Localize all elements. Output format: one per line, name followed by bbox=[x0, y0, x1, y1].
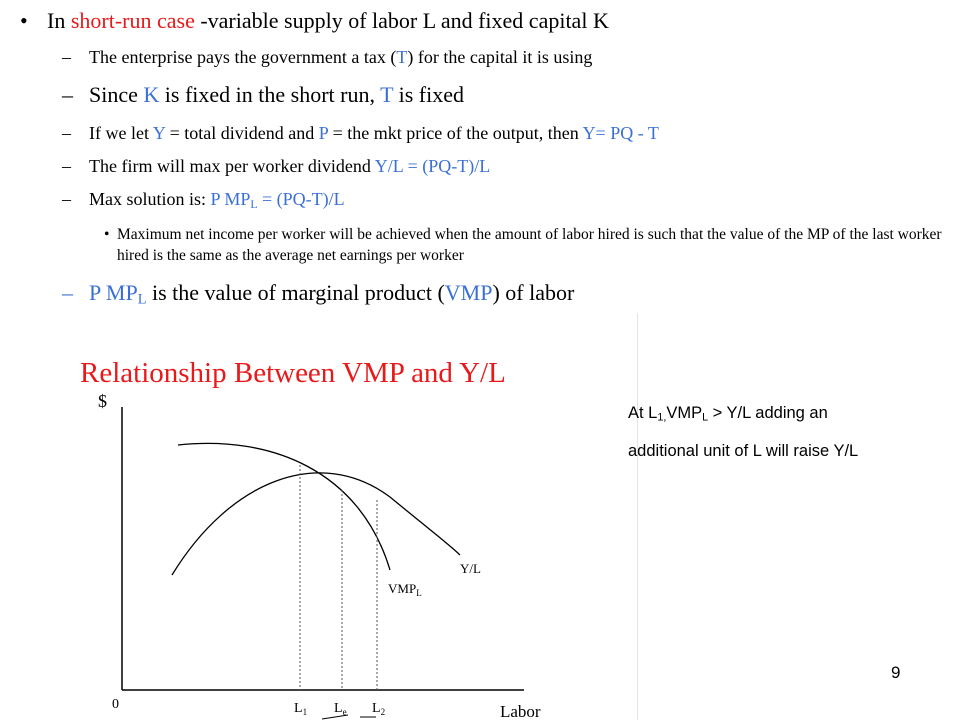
main-bullet-highlight: short-run case bbox=[70, 8, 195, 33]
text: is the value of marginal product ( bbox=[146, 280, 445, 305]
x-marker-l1: $L_1$ bbox=[294, 701, 308, 717]
note-text: Maximum net income per worker will be achieved when the amount of labor hired is such that the value of the MP of the last worker hired is the same as the average net earnings per worker bbox=[117, 226, 942, 264]
text: = (PQ-T)/L bbox=[257, 189, 345, 209]
series-label-vmp: $VMP_L$ bbox=[388, 581, 422, 598]
subscript: L bbox=[250, 197, 258, 211]
subscript: L bbox=[137, 291, 147, 308]
main-bullet-after: -variable supply of labor L and fixed capital K bbox=[194, 8, 609, 33]
dash-1: – bbox=[62, 47, 71, 67]
text-formula: Y/L = (PQ-T)/L bbox=[374, 156, 491, 176]
text-p: P bbox=[318, 123, 329, 143]
text: Max solution is: bbox=[89, 189, 211, 209]
subscript: 1, bbox=[657, 411, 667, 424]
chart-title: Relationship Between VMP and Y/L bbox=[80, 357, 506, 389]
page-number: 9 bbox=[891, 663, 901, 682]
note-bullet bbox=[104, 224, 947, 266]
text-t: T bbox=[396, 47, 408, 67]
text-vmp: VMP bbox=[444, 280, 493, 305]
dash-4: – bbox=[62, 156, 71, 176]
subscript: L bbox=[702, 411, 709, 424]
main-bullet-before: In bbox=[47, 8, 71, 33]
series-label-yl: Y/L bbox=[460, 561, 481, 576]
text: P MP bbox=[89, 280, 138, 305]
text: At L bbox=[628, 404, 658, 422]
callout-line-1 bbox=[628, 404, 828, 423]
dash-6: – bbox=[62, 280, 73, 305]
x-marker-l2: $L_2$ bbox=[372, 701, 386, 717]
text: is fixed bbox=[393, 82, 465, 107]
bullet-symbol: • bbox=[20, 8, 28, 33]
sub-line-tax bbox=[89, 47, 592, 68]
x-marker-le: $L_e$ bbox=[334, 701, 347, 717]
text-t: T bbox=[380, 82, 394, 107]
text-k: K bbox=[143, 82, 160, 107]
note-bullet-symbol: • bbox=[104, 226, 110, 243]
text: is fixed in the short run, bbox=[159, 82, 381, 107]
vmp-curve bbox=[178, 443, 390, 570]
text-formula bbox=[89, 280, 147, 308]
text-y: Y bbox=[152, 123, 166, 143]
sub-line-dividend-def bbox=[89, 123, 659, 144]
yl-curve bbox=[172, 473, 460, 575]
text: If we let bbox=[89, 123, 153, 143]
text: ) of labor bbox=[492, 280, 575, 305]
x-axis-label: Labor bbox=[500, 702, 541, 720]
text-formula bbox=[211, 189, 345, 209]
text: = the mkt price of the output, then bbox=[328, 123, 583, 143]
dash-3: – bbox=[62, 123, 71, 143]
sub-line-fixed bbox=[89, 82, 464, 108]
text: = total dividend and bbox=[165, 123, 319, 143]
text: P MP bbox=[210, 189, 251, 209]
callout-line-2: additional unit of L will raise Y/L bbox=[628, 442, 859, 460]
dash-5: – bbox=[62, 189, 71, 209]
sub-line-max-dividend bbox=[89, 156, 490, 177]
text: Since bbox=[89, 82, 144, 107]
origin-label: 0 bbox=[112, 697, 119, 712]
text: ) for the capital it is using bbox=[407, 47, 593, 67]
sub-line-vmp bbox=[89, 280, 574, 306]
text: > Y/L adding an bbox=[708, 404, 828, 422]
dash-2: – bbox=[62, 82, 73, 107]
main-bullet-text bbox=[47, 8, 609, 34]
text: The firm will max per worker dividend bbox=[89, 156, 375, 176]
sub-line-max-solution bbox=[89, 189, 345, 210]
y-axis-label: $ bbox=[98, 391, 107, 411]
panel-separator bbox=[637, 313, 638, 720]
text-formula: Y= PQ - T bbox=[582, 123, 659, 143]
text: The enterprise pays the government a tax ( bbox=[89, 47, 397, 67]
vmp-yl-chart bbox=[60, 315, 620, 720]
text: VMP bbox=[666, 404, 703, 422]
